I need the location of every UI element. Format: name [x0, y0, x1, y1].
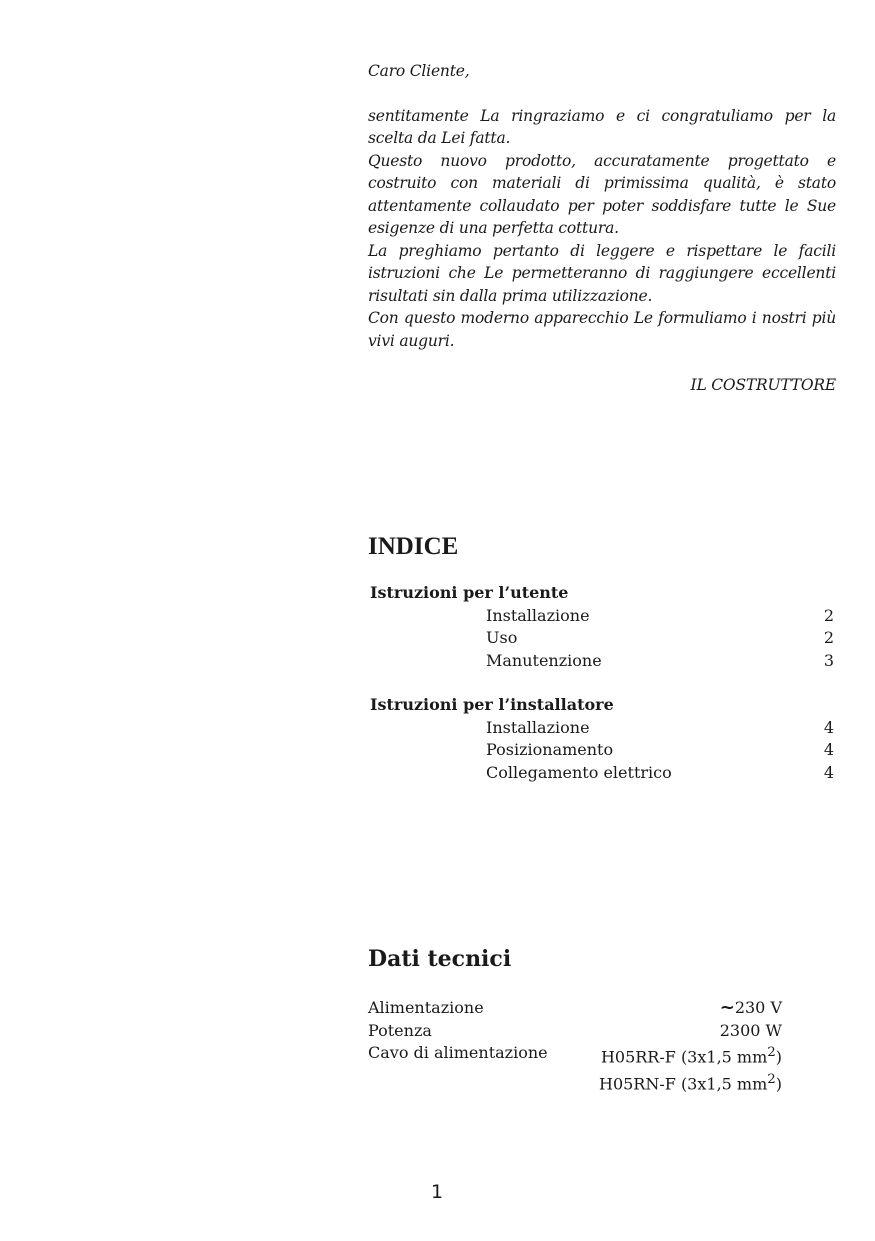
- toc-entry-label: Manutenzione: [486, 650, 602, 670]
- toc-entry: [370, 762, 834, 785]
- spec-label: Potenza: [368, 1020, 432, 1040]
- toc-entry: [370, 650, 834, 673]
- spec-value-text: 230 V: [734, 998, 782, 1017]
- toc-section-installer: [370, 694, 834, 784]
- toc-entry: [370, 627, 834, 650]
- alternating-current-symbol: ~: [719, 997, 735, 1018]
- toc-entry-page: 4: [823, 740, 834, 759]
- toc-entry-label: Collegamento elettrico: [486, 762, 672, 782]
- letter-body-text: sentitamente La ringraziamo e ci congratuliamo per la scelta da Lei fatta. Questo nuovo prodotto, accuratamente progettato e costruito con materiali di primissima qualità, è stato attentamente collaudato per poter soddisfare tutte le Sue esigenze di una perfetta cottura. La preghiamo pertanto di leggere e rispettare le facili istruzioni che Le permetteranno di raggiungere eccellenti risultati sin dalla prima utilizzazione. Con questo moderno apparecchio Le formuliamo i nostri più vivi auguri.: [368, 106, 836, 350]
- toc-entry: [370, 717, 834, 740]
- technical-data-table: [368, 997, 782, 1096]
- page-number: 1: [431, 1181, 444, 1203]
- letter-body: [368, 105, 836, 353]
- toc-entry-page: 2: [823, 628, 834, 647]
- toc-entry-label: Uso: [486, 628, 518, 647]
- spec-row: [368, 997, 782, 1020]
- toc-entry-page: 4: [823, 717, 834, 737]
- spec-value-superscript: 2: [767, 1045, 776, 1060]
- letter: [368, 60, 836, 397]
- spec-value-suffix: ): [775, 1074, 782, 1094]
- spec-value-text: H05RN-F (3x1,5 mm: [598, 1074, 768, 1094]
- index-title: INDICE: [368, 533, 459, 560]
- spec-value: [573, 997, 782, 1020]
- spec-value-superscript: 2: [767, 1071, 776, 1087]
- spec-value-text: H05RR-F (3x1,5 mm: [600, 1047, 768, 1067]
- toc-section-heading: Istruzioni per l’installatore: [370, 695, 614, 714]
- spec-label: [368, 1069, 573, 1096]
- spec-value: [573, 1042, 782, 1069]
- spec-label: Cavo di alimentazione: [368, 1043, 548, 1062]
- toc-entry-label: Installazione: [486, 605, 590, 625]
- spec-row: [368, 1069, 782, 1096]
- toc-entry-page: 3: [823, 650, 834, 670]
- toc-entry: [370, 739, 834, 762]
- spec-value-suffix: ): [775, 1047, 782, 1067]
- technical-data-title: Dati tecnici: [368, 946, 512, 972]
- spec-row: [368, 1042, 782, 1069]
- toc-section-heading: Istruzioni per l’utente: [370, 583, 569, 602]
- letter-signature: IL COSTRUTTORE: [690, 376, 836, 394]
- toc-entry-page: 2: [823, 605, 834, 625]
- toc-entry-label: Posizionamento: [486, 740, 614, 759]
- toc-entry: [370, 605, 834, 628]
- spec-value: [573, 1069, 782, 1096]
- spec-value: 2300 W: [719, 1020, 782, 1040]
- toc-section-user: [370, 582, 834, 672]
- toc-entry-label: Installazione: [486, 717, 590, 737]
- spec-row: [368, 1020, 782, 1043]
- spec-label: Alimentazione: [368, 998, 484, 1017]
- letter-greeting: Caro Cliente,: [368, 62, 470, 80]
- toc-entry-page: 4: [823, 762, 834, 782]
